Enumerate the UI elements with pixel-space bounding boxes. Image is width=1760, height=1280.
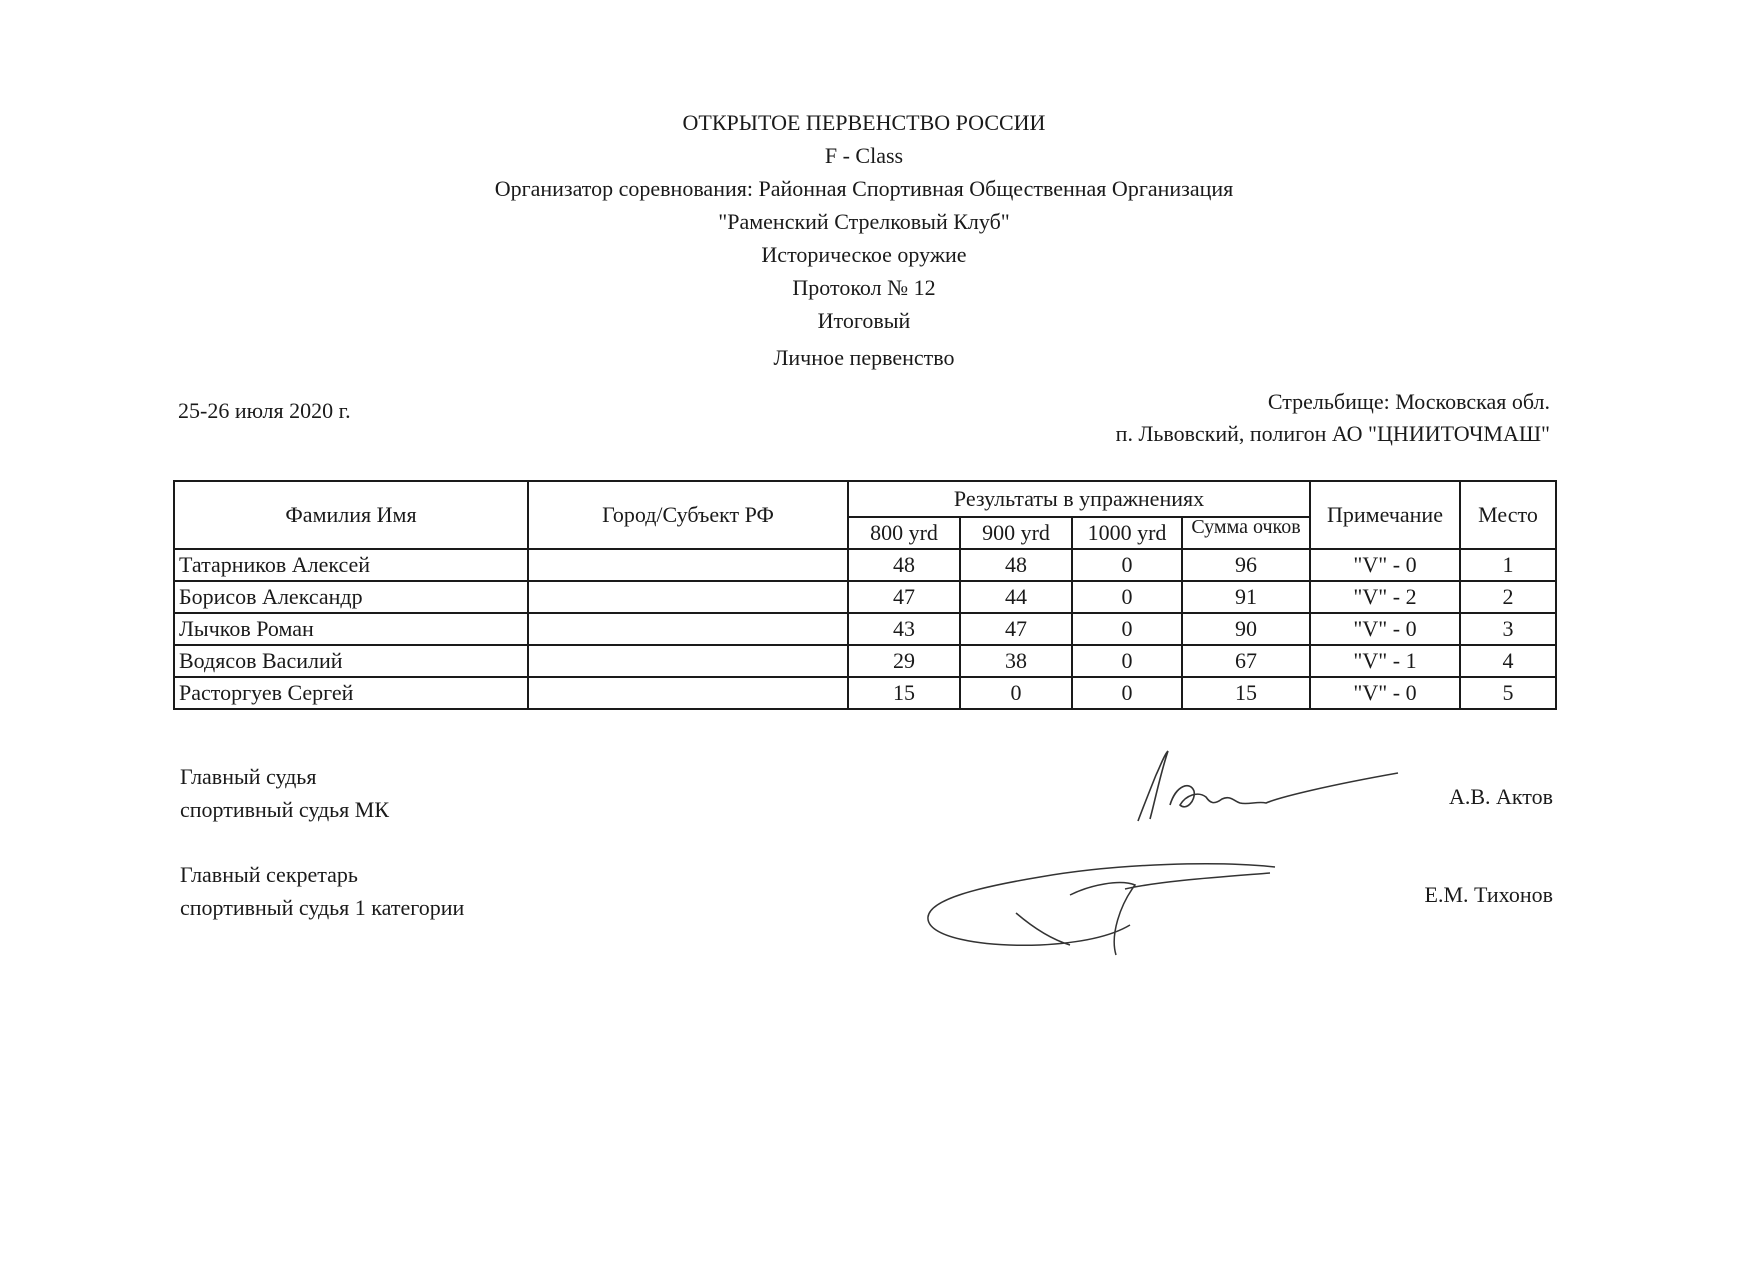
chief-secretary-title xyxy=(180,858,464,924)
header-1000: 1000 yrd xyxy=(1072,517,1182,549)
cell-900: 48 xyxy=(960,549,1072,581)
header-individual: Личное первенство xyxy=(773,345,955,370)
table-row xyxy=(174,645,1556,677)
header-results: Результаты в упражнениях xyxy=(848,481,1310,517)
table-row xyxy=(174,549,1556,581)
cell-1000: 0 xyxy=(1072,613,1182,645)
cell-note: "V" - 0 xyxy=(1310,677,1460,709)
document-header xyxy=(0,112,1728,380)
table-row xyxy=(174,613,1556,645)
header-organizer: Организатор соревнования: Районная Спортивная Общественная Организация xyxy=(494,176,1234,201)
cell-800: 29 xyxy=(848,645,960,677)
chief-judge-name: А.В. Актов xyxy=(1448,784,1553,809)
header-protocol-number: Протокол № 12 xyxy=(792,275,936,300)
header-900: 900 yrd xyxy=(960,517,1072,549)
cell-sum: 15 xyxy=(1182,677,1310,709)
cell-place: 3 xyxy=(1460,613,1556,645)
cell-sum: 67 xyxy=(1182,645,1310,677)
cell-1000: 0 xyxy=(1072,581,1182,613)
cell-city xyxy=(528,645,848,677)
table-row xyxy=(174,677,1556,709)
header-class: F - Class xyxy=(824,143,904,168)
header-city: Город/Субъект РФ xyxy=(528,481,848,549)
cell-note: "V" - 0 xyxy=(1310,613,1460,645)
cell-sum: 91 xyxy=(1182,581,1310,613)
cell-sum: 96 xyxy=(1182,549,1310,581)
cell-name: Расторгуев Сергей xyxy=(174,677,528,709)
shooting-range xyxy=(1116,386,1550,450)
cell-800: 15 xyxy=(848,677,960,709)
cell-800: 43 xyxy=(848,613,960,645)
chief-secretary-name: Е.М. Тихонов xyxy=(1424,882,1553,907)
header-name: Фамилия Имя xyxy=(174,481,528,549)
cell-city xyxy=(528,581,848,613)
cell-place: 4 xyxy=(1460,645,1556,677)
chief-judge-title-line1: Главный судья xyxy=(180,764,317,789)
header-discipline: Историческое оружие xyxy=(761,242,967,267)
cell-name: Татарников Алексей xyxy=(174,549,528,581)
cell-900: 44 xyxy=(960,581,1072,613)
cell-1000: 0 xyxy=(1072,549,1182,581)
cell-1000: 0 xyxy=(1072,645,1182,677)
results-body xyxy=(174,549,1556,709)
chief-secretary-title-line2: спортивный судья 1 категории xyxy=(180,895,465,920)
cell-name: Борисов Александр xyxy=(174,581,528,613)
cell-900: 0 xyxy=(960,677,1072,709)
header-place: Место xyxy=(1460,481,1556,549)
header-final: Итоговый xyxy=(817,308,911,333)
chief-secretary-signature xyxy=(920,855,1280,965)
cell-note: "V" - 1 xyxy=(1310,645,1460,677)
cell-city xyxy=(528,677,848,709)
cell-900: 38 xyxy=(960,645,1072,677)
cell-900: 47 xyxy=(960,613,1072,645)
chief-judge-signature xyxy=(1130,745,1410,825)
header-sum: Сумма очков xyxy=(1182,517,1310,549)
header-title: ОТКРЫТОЕ ПЕРВЕНСТВО РОССИИ xyxy=(682,110,1046,135)
cell-city xyxy=(528,549,848,581)
chief-secretary-title-line1: Главный секретарь xyxy=(180,862,358,887)
chief-judge-title-line2: спортивный судья МК xyxy=(180,797,390,822)
results-table xyxy=(173,480,1557,710)
cell-name: Водясов Василий xyxy=(174,645,528,677)
cell-800: 48 xyxy=(848,549,960,581)
cell-1000: 0 xyxy=(1072,677,1182,709)
header-note: Примечание xyxy=(1310,481,1460,549)
cell-name: Лычков Роман xyxy=(174,613,528,645)
cell-note: "V" - 0 xyxy=(1310,549,1460,581)
cell-800: 47 xyxy=(848,581,960,613)
cell-note: "V" - 2 xyxy=(1310,581,1460,613)
range-line-2: п. Львовский, полигон АО "ЦНИИТОЧМАШ" xyxy=(1115,421,1550,446)
header-club: "Раменский Стрелковый Клуб" xyxy=(718,209,1010,234)
cell-place: 1 xyxy=(1460,549,1556,581)
chief-judge-title xyxy=(180,760,389,826)
cell-city xyxy=(528,613,848,645)
cell-place: 2 xyxy=(1460,581,1556,613)
cell-place: 5 xyxy=(1460,677,1556,709)
table-row xyxy=(174,581,1556,613)
cell-sum: 90 xyxy=(1182,613,1310,645)
range-line-1: Стрельбище: Московская обл. xyxy=(1267,389,1550,414)
header-800: 800 yrd xyxy=(848,517,960,549)
competition-date: 25-26 июля 2020 г. xyxy=(178,398,351,423)
